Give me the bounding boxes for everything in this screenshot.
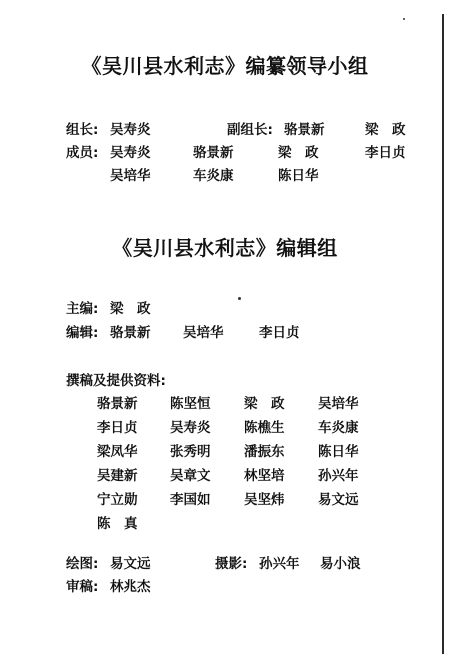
- contributor-name: 潘振东: [244, 444, 285, 460]
- deputy-leader-name: 梁 政: [365, 122, 406, 138]
- review-label: 审稿:: [66, 579, 99, 595]
- member-name: 梁 政: [278, 145, 319, 161]
- contributor-name: 张秀明: [170, 444, 211, 460]
- ink-speck: [238, 297, 241, 300]
- editor-name: 吴培华: [183, 325, 224, 341]
- leader-name: 吴寿炎: [110, 122, 151, 138]
- leader-label: 组长:: [66, 122, 99, 138]
- contributor-name: 骆景新: [97, 396, 138, 412]
- contributor-name: 李日贞: [97, 420, 138, 436]
- contributor-name: 吴章文: [170, 468, 211, 484]
- member-name: 李日贞: [365, 145, 406, 161]
- contributor-name: 易文远: [318, 492, 359, 508]
- members-label: 成员:: [66, 145, 99, 161]
- contributor-name: 吴寿炎: [170, 420, 211, 436]
- member-name: 吴寿炎: [110, 145, 151, 161]
- leadership-group-title: 《吴川县水利志》编纂领导小组: [81, 54, 369, 78]
- contributor-name: 孙兴年: [318, 468, 359, 484]
- photography-label: 摄影:: [215, 556, 248, 572]
- contributor-name: 宁立勋: [97, 492, 138, 508]
- contributor-name: 陈坚恒: [170, 396, 211, 412]
- member-name: 车炎康: [193, 168, 234, 184]
- contributor-name: 车炎康: [318, 420, 359, 436]
- member-name: 骆景新: [193, 145, 234, 161]
- chief-editor-label: 主编:: [66, 301, 99, 317]
- editor-name: 李日贞: [259, 325, 300, 341]
- scan-border-line: [442, 14, 444, 654]
- photographer-name: 孙兴年: [259, 556, 300, 572]
- ink-speck: [403, 18, 405, 20]
- drawing-label: 绘图:: [66, 556, 99, 572]
- photographer-name: 易小浪: [320, 556, 361, 572]
- editors-label: 编辑:: [66, 325, 99, 341]
- member-name: 吴培华: [110, 168, 151, 184]
- deputy-leader-label: 副组长:: [227, 122, 273, 138]
- contributor-name: 梁 政: [244, 396, 285, 412]
- contributor-name: 吴培华: [318, 396, 359, 412]
- contributor-name: 陈樵生: [244, 420, 285, 436]
- contributor-name: 陈 真: [97, 516, 138, 532]
- contributor-name: 陈日华: [318, 444, 359, 460]
- contributor-name: 梁凤华: [97, 444, 138, 460]
- chief-editor-name: 梁 政: [110, 301, 151, 317]
- editorial-group-title: 《吴川县水利志》编辑组: [112, 236, 338, 260]
- reviewer-name: 林兆杰: [110, 579, 151, 595]
- contributor-name: 吴坚炜: [244, 492, 285, 508]
- editor-name: 骆景新: [110, 325, 151, 341]
- member-name: 陈日华: [278, 168, 319, 184]
- drawing-name: 易文远: [110, 556, 151, 572]
- contributor-name: 林坚培: [244, 468, 285, 484]
- contributor-name: 吴建新: [97, 468, 138, 484]
- contributors-label: 撰稿及提供资料:: [66, 373, 166, 389]
- contributor-name: 李国如: [170, 492, 211, 508]
- deputy-leader-name: 骆景新: [284, 122, 325, 138]
